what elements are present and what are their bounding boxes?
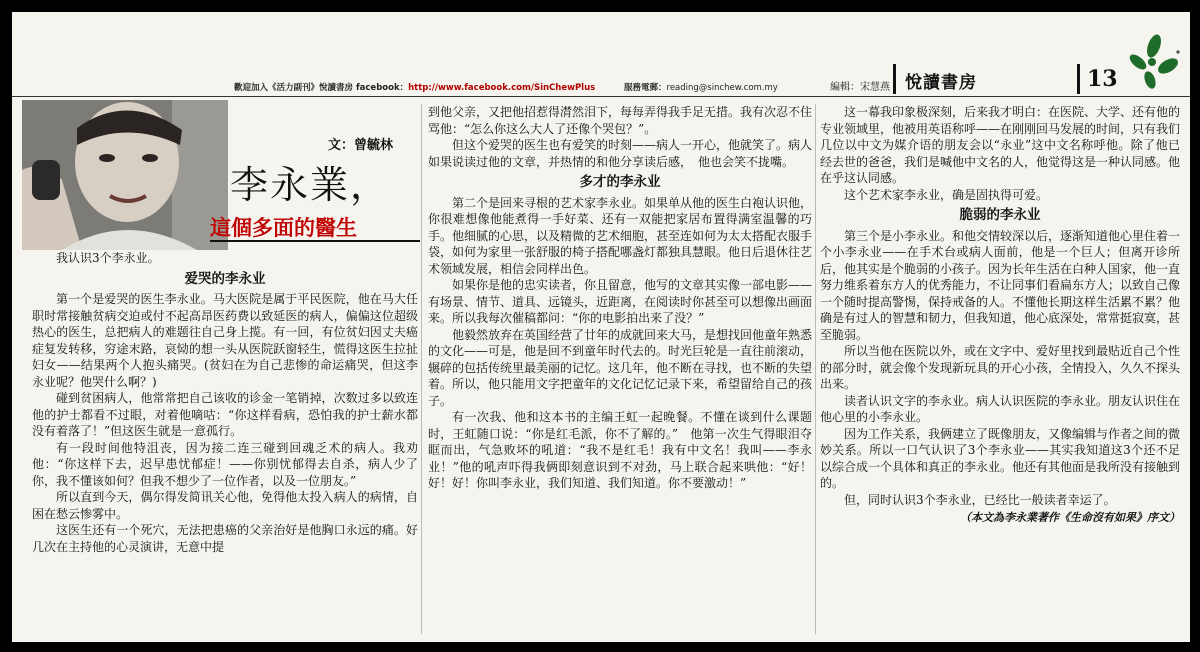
subtitle-underline — [210, 240, 420, 242]
header-divider-left — [893, 64, 896, 94]
header-rule — [12, 96, 1190, 97]
article-title: 李永業， — [230, 163, 391, 207]
paragraph-6: 但这个爱哭的医生也有爱笑的时刻——病人一开心，他就笑了。病人如果说读过他的文章，并热情的和他分享读后感， 他也会笑不拢嘴。 — [428, 138, 813, 169]
source-note: （本文為李永業著作《生命沒有如果》序文） — [960, 511, 1180, 524]
column-1 — [32, 250, 418, 555]
author-photo — [22, 100, 228, 250]
byline: 文：曾毓林 — [328, 138, 394, 153]
page-number: 13 — [1087, 66, 1118, 92]
paragraph-11: 这一幕我印象极深刻，后来我才明白：在医院、大学、还有他的专业领域里，他被用英语称呼——在刚刚回马发展的时间，只有我们几位以中文为媒介语的朋友会以“永业”这中文名称呼他。除了他已经去世的爸爸，我们是喊他中文名的人，他觉得这是一种认同感。他在乎这认同感。 — [820, 105, 1181, 185]
editor-credit: 編輯：宋慧燕 — [830, 82, 890, 93]
article-subtitle: 這個多面的醫生 — [210, 216, 357, 240]
column-2 — [428, 104, 812, 492]
newspaper-page — [12, 12, 1190, 642]
paragraph-5-start: 这医生还有一个死穴，无法把患癌的父亲治好是他胸口永远的痛。好几次在主持他的心灵演讲，无意中提 — [32, 523, 418, 554]
promo-label: 歡迎加入《活力副刊》悅讀書房 facebook： — [234, 83, 409, 93]
paragraph-5-end: 到他父亲，又把他招惹得潸然泪下，每每弄得我手足无措。我有次忍不住骂他：“怎么你这么大人了还像个哭包？”。 — [428, 105, 813, 136]
column-3 — [820, 104, 1180, 527]
paragraph-17: 但，同时认识3个李永业，已经比一般读者幸运了。 — [844, 492, 1116, 507]
paragraph-7: 第二个是回来寻根的艺术家李永业。如果单从他的医生白袍认识他，你很难想像他能煮得一手好菜、还有一双能把家居布置得满室温馨的巧手。他细腻的心思，以及精微的艺术细胞，甚至连如何为太太搭配衣服手袋，如何为家里一张舒服的椅子搭配哪盏灯都独具慧眼。他日后退休往艺术领域发展，相信会同样出色。 — [428, 195, 813, 276]
paragraph-3: 有一段时间他特沮丧，因为接二连三碰到回魂乏术的病人。我劝他：“你这样下去，迟早患忧郁症！——你别忧郁得去自杀，病人少了你，我不懂该如何？但我不想少了一位作者，以及一位朋友。” — [32, 440, 418, 488]
column-divider-1 — [421, 104, 422, 634]
paragraph-16: 因为工作关系，我俩建立了既像朋友，又像编辑与作者之间的微妙关系。所以一口气认识了3个李永业——其实我知道这3个还不足以综合成一个具体和真正的李永业。他还有其他面是我所没有接触到的。 — [820, 426, 1181, 490]
paragraph-4: 所以直到今天，偶尔得发简讯关心他，免得他太投入病人的病情，自困在愁云惨雾中。 — [32, 490, 418, 521]
intro-paragraph: 我认识3个李永业。 — [56, 251, 160, 265]
paragraph-10: 有一次我、他和这本书的主编王虹一起晚餐。不懂在谈到什么课题时，王虹随口说：“你是红毛派，你不了解的。” 他第一次生气得眼泪夺眶而出，气急败坏的吼道：“我不是红毛！我有中文名！我叫——李永业！”他的吼声吓得我俩即刻意识到不对劲，马上联合起来哄他：“好！好！好！你叫李永业，我们知道、我们知道。你不要激动！” — [428, 410, 812, 490]
paragraph-2: 碰到贫困病人，他常常把自己该收的诊金一笔销掉，次数过多以致连他的护士都看不过眼，对着他嘀咕：“你这样看病，恐怕我的护士薪水都没有着落了！”但这医生就是一意孤行。 — [32, 391, 418, 438]
service-email-line — [624, 81, 778, 93]
paragraph-13: 第三个是小李永业。和他交情较深以后，逐渐知道他心里住着一个小李永业——在手术台或病人面前，他是一个巨人；但离开诊所后，他其实是个脆弱的小孩子。因为长年生活在白种人国家，他一直努力维系着东方人的优秀能力，不让同事们看扁东方人；以致自己像一个随时提高警惕，保持戒备的人。不懂他长期这样生活累不累？他确是有过人的智慧和韧力，但我知道，他心底深处，常常挺寂寞，甚至脆弱。 — [820, 228, 1181, 342]
section-heading-2: 多才的李永业 — [579, 174, 661, 190]
section-title: 悅讀書房 — [905, 73, 977, 93]
column-divider-2 — [815, 104, 816, 634]
section-heading-1: 爱哭的李永业 — [184, 270, 266, 287]
paragraph-9: 他毅然放弃在英国经营了廿年的成就回来大马，是想找回他童年熟悉的文化——可是，他是回不到童年时代去的。时光巨轮是一直往前滚动，辗碎的包括传统里最美丽的记忆。这几年，他不断在寻找，也不断的失望着。所以，他只能用文字把童年的文化记忆记录下来，希望留给自己的孩子。 — [428, 327, 813, 408]
service-label: 服務電郵： — [624, 83, 667, 93]
facebook-promo — [234, 81, 595, 93]
header-divider-right — [1077, 64, 1080, 94]
facebook-link[interactable]: http://www.facebook.com/SinChewPlus — [408, 83, 596, 93]
paragraph-1: 第一个是爱哭的医生李永业。马大医院是属于平民医院，他在马大任职时常接触贫病交迫或付不起高昂医药费以致延医的病人，偏偏这位超级热心的医生，总把病人的难题往自己身上揽。有一回，有位贫妇因丈夫癌症复发转移，穷途末路，哀恸的想一头从医院跃窗轻生，慌得这医生拉扯妇女——结果两个人抱头痛哭。(贫妇在为自己悲惨的命运痛哭，但这李永业呢？他哭什么啊？) — [32, 292, 418, 389]
paragraph-15: 读者认识文字的李永业。病人认识医院的李永业。朋友认识住在他心里的小李永业。 — [820, 393, 1181, 424]
paragraph-14: 所以当他在医院以外，或在文字中、爱好里找到最贴近自己个性的部分时，就会像个发现新玩具的开心小孩，全情投入，久久不探头出来。 — [820, 344, 1181, 391]
service-email[interactable]: reading@sinchew.com.my — [666, 83, 778, 93]
paragraph-8: 如果你是他的忠实读者，你且留意，他写的文章其实像一部电影——有场景、情节、道具、远镜头，近距离，在阅读时你甚至可以想像出画面来。所以我每次催稿都问：“你的电影拍出来了没？” — [428, 278, 813, 325]
leaf-logo-icon — [1124, 26, 1184, 96]
section-heading-3: 脆弱的李永业 — [959, 207, 1041, 223]
paragraph-12: 这个艺术家李永业，确是固执得可爱。 — [844, 187, 1049, 202]
portrait-image-icon — [22, 100, 228, 250]
